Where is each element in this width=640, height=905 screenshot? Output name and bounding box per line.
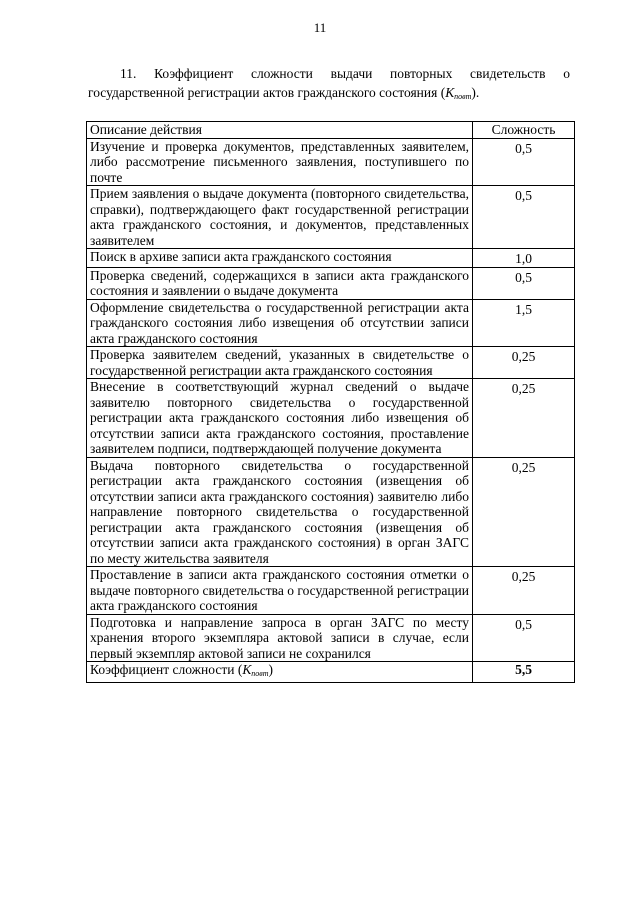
row-complexity: 0,5 bbox=[473, 138, 575, 186]
table-row bbox=[87, 186, 575, 249]
row-complexity: 0,25 bbox=[473, 347, 575, 379]
row-complexity: 1,5 bbox=[473, 299, 575, 347]
table-row bbox=[87, 379, 575, 458]
section-heading bbox=[88, 64, 570, 106]
heading-suffix: ). bbox=[471, 85, 480, 100]
table-header-row bbox=[87, 122, 575, 139]
total-value: 5,5 bbox=[473, 662, 575, 683]
row-complexity: 0,5 bbox=[473, 267, 575, 299]
table-row bbox=[87, 567, 575, 615]
row-complexity: 0,25 bbox=[473, 457, 575, 567]
total-label-prefix: Коэффициент сложности ( bbox=[90, 662, 243, 677]
complexity-table bbox=[86, 121, 575, 683]
row-complexity: 0,25 bbox=[473, 379, 575, 458]
heading-text: 11. Коэффициент сложности выдачи повторных свидетельств о государственной регистрации актов гражданского состояния ( bbox=[88, 66, 570, 100]
total-k-symbol: К bbox=[242, 662, 252, 677]
row-description: Изучение и проверка документов, представленных заявителем, либо рассмотрение письменного заявления, поступившего по почте bbox=[87, 138, 473, 186]
row-complexity: 0,5 bbox=[473, 186, 575, 249]
header-complexity: Сложность bbox=[473, 122, 575, 139]
row-description: Проверка заявителем сведений, указанных в свидетельстве о государственной регистрации акта гражданского состояния bbox=[87, 347, 473, 379]
row-description: Проверка сведений, содержащихся в записи акта гражданского состояния и заявлении о выдаче документа bbox=[87, 267, 473, 299]
row-description: Проставление в записи акта гражданского состояния отметки о выдаче повторного свидетельства о государственной регистрации акта гражданского состояния bbox=[87, 567, 473, 615]
row-complexity: 1,0 bbox=[473, 249, 575, 268]
total-label bbox=[87, 662, 473, 683]
row-complexity: 0,25 bbox=[473, 567, 575, 615]
heading-k-symbol: К bbox=[445, 85, 455, 100]
table-row bbox=[87, 457, 575, 567]
heading-k-subscript: повт bbox=[454, 92, 472, 101]
row-description: Оформление свидетельства о государственной регистрации акта гражданского состояния либо извещения об отсутствии записи акта гражданского состояния bbox=[87, 299, 473, 347]
table-row bbox=[87, 614, 575, 662]
table-row bbox=[87, 267, 575, 299]
table-row bbox=[87, 138, 575, 186]
row-description: Прием заявления о выдаче документа (повторного свидетельства, справки), подтверждающего факт государственной регистрации акта гражданского состояния, и документов, представленных заявителем bbox=[87, 186, 473, 249]
row-description: Выдача повторного свидетельства о государственной регистрации акта гражданского состояния (извещения об отсутствии записи акта гражданского состояния) заявителю либо направление повторного свидетельства о государственной регистрации акта гражданского состояния (извещения об отсутствии записи акта гражданского состояния) в орган ЗАГС по месту жительства заявителя bbox=[87, 457, 473, 567]
header-description: Описание действия bbox=[87, 122, 473, 139]
table-row bbox=[87, 347, 575, 379]
total-row bbox=[87, 662, 575, 683]
row-description: Подготовка и направление запроса в орган ЗАГС по месту хранения второго экземпляра актовой записи в случае, если первый экземпляр актовой записи не сохранился bbox=[87, 614, 473, 662]
table-row bbox=[87, 249, 575, 268]
row-description: Поиск в архиве записи акта гражданского состояния bbox=[87, 249, 473, 268]
total-label-suffix: ) bbox=[268, 662, 274, 677]
row-complexity: 0,5 bbox=[473, 614, 575, 662]
page-number: 11 bbox=[313, 20, 327, 35]
row-description: Внесение в соответствующий журнал сведений о выдаче заявителю повторного свидетельства о государственной регистрации акта гражданского состояния либо извещения об отсутствии записи акта гражданского состояния, проставление заявителем подписи, подтверждающей получение документа bbox=[87, 379, 473, 458]
table-row bbox=[87, 299, 575, 347]
total-k-subscript: повт bbox=[251, 669, 269, 678]
